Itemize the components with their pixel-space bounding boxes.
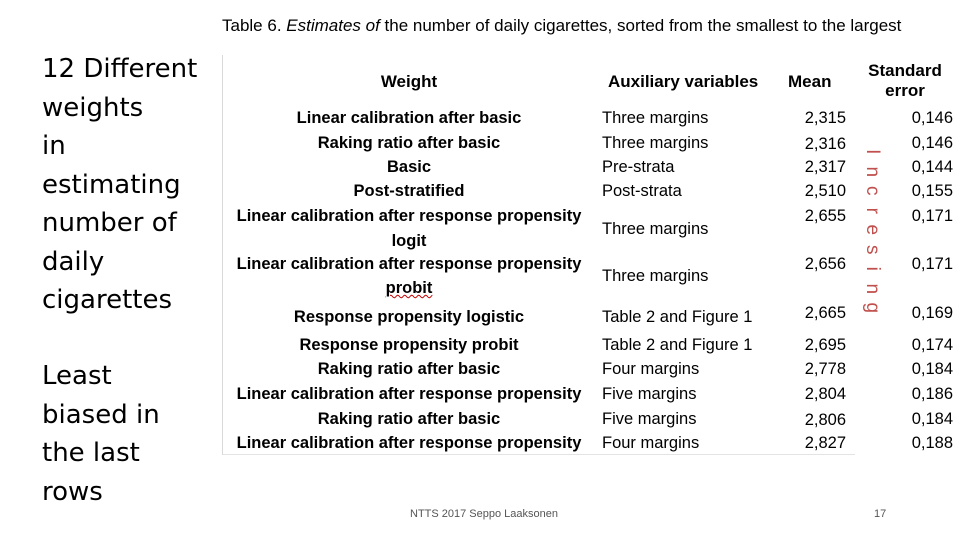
cell-auxiliary: Three margins bbox=[602, 134, 709, 152]
caption-label: Table 6. bbox=[222, 16, 287, 35]
cell-mean: 2,778 bbox=[804, 360, 846, 378]
cell-se: 0,144 bbox=[911, 158, 953, 176]
header-auxiliary: Auxiliary variables bbox=[608, 72, 759, 91]
cell-auxiliary: Five margins bbox=[602, 385, 697, 403]
cell-weight: Basic bbox=[386, 158, 432, 176]
increasing-letter: r bbox=[861, 207, 883, 214]
increasing-letter: e bbox=[861, 224, 883, 236]
header-se-line1: Standard bbox=[868, 61, 942, 80]
cell-auxiliary: Post-strata bbox=[602, 182, 682, 200]
cell-auxiliary: Four margins bbox=[602, 434, 700, 452]
cell-weight: Post-stratified bbox=[353, 182, 465, 200]
cell-mean: 2,656 bbox=[804, 255, 846, 273]
table-caption bbox=[222, 16, 901, 36]
heading-line: daily bbox=[42, 246, 105, 277]
heading-line: cigarettes bbox=[42, 285, 172, 315]
cell-mean: 2,665 bbox=[804, 304, 846, 322]
header-se-line2: error bbox=[885, 81, 925, 100]
spellcheck-word: probit bbox=[385, 279, 433, 297]
increasing-label bbox=[862, 142, 882, 318]
header-standard-error bbox=[860, 61, 950, 101]
cell-weight: Response propensity probit bbox=[299, 336, 519, 354]
cell-weight: Raking ratio after basic bbox=[317, 360, 501, 378]
cell-se: 0,146 bbox=[911, 134, 953, 152]
cell-mean: 2,806 bbox=[804, 411, 846, 429]
cell-mean: 2,315 bbox=[804, 109, 846, 127]
cell-auxiliary: Five margins bbox=[602, 410, 697, 428]
cell-weight: Linear calibration after response propensity bbox=[236, 385, 582, 403]
note-line: Least bbox=[42, 361, 112, 391]
cell-se: 0,146 bbox=[911, 109, 953, 127]
increasing-letter: s bbox=[861, 244, 883, 254]
cell-weight: Raking ratio after basic bbox=[317, 410, 501, 428]
cell-mean: 2,316 bbox=[804, 135, 846, 153]
cell-weight: Linear calibration after response propensity bbox=[236, 255, 582, 273]
cell-auxiliary: Four margins bbox=[602, 360, 700, 378]
footer-author: NTTS 2017 Seppo Laaksonen bbox=[410, 508, 558, 520]
caption-rest: the number of daily cigarettes, sorted from the smallest to the largest bbox=[379, 16, 902, 35]
heading-line: number of bbox=[42, 208, 177, 238]
cell-mean: 2,317 bbox=[804, 158, 846, 176]
cell-auxiliary: Pre-strata bbox=[602, 158, 675, 176]
cell-weight-line2: logit bbox=[391, 232, 427, 250]
cell-auxiliary: Three margins bbox=[602, 267, 709, 285]
cell-auxiliary: Table 2 and Figure 1 bbox=[602, 336, 753, 354]
header-mean: Mean bbox=[788, 72, 832, 91]
cell-weight: Response propensity logistic bbox=[293, 308, 525, 326]
cell-se: 0,171 bbox=[911, 207, 953, 225]
cell-se: 0,188 bbox=[911, 434, 953, 452]
cell-se: 0,184 bbox=[911, 360, 953, 378]
cell-weight: Linear calibration after response propensity bbox=[236, 434, 582, 452]
cell-weight: Raking ratio after basic bbox=[317, 134, 501, 152]
cell-mean: 2,695 bbox=[804, 336, 846, 354]
cell-mean: 2,827 bbox=[804, 434, 846, 452]
increasing-letter: n bbox=[861, 165, 883, 177]
increasing-letter: I bbox=[861, 149, 883, 155]
heading-line: weights bbox=[42, 92, 144, 123]
increasing-letter: c bbox=[861, 186, 883, 196]
cell-se: 0,184 bbox=[911, 410, 953, 428]
cell-se: 0,155 bbox=[911, 182, 953, 200]
header-weight: Weight bbox=[380, 72, 438, 91]
note-line: biased in bbox=[42, 399, 160, 430]
increasing-letter: i bbox=[861, 266, 883, 271]
cell-weight-line2 bbox=[228, 279, 590, 298]
cell-mean: 2,510 bbox=[804, 182, 846, 200]
cell-se: 0,169 bbox=[911, 304, 953, 322]
cell-se: 0,171 bbox=[911, 255, 953, 273]
cell-se: 0,186 bbox=[911, 385, 953, 403]
cell-weight: Linear calibration after basic bbox=[296, 109, 522, 127]
increasing-letter: g bbox=[861, 302, 883, 314]
slide-note-least-biased bbox=[42, 357, 160, 511]
cell-mean: 2,655 bbox=[804, 207, 846, 225]
increasing-letter: n bbox=[861, 282, 883, 294]
heading-line: estimating bbox=[42, 169, 181, 200]
heading-line: in bbox=[42, 131, 66, 161]
cell-auxiliary: Table 2 and Figure 1 bbox=[602, 308, 753, 326]
cell-mean: 2,804 bbox=[804, 385, 846, 403]
slide-heading-weights bbox=[42, 50, 197, 320]
page-number: 17 bbox=[874, 508, 887, 520]
caption-italic: Estimates of bbox=[286, 16, 380, 35]
note-line: rows bbox=[42, 476, 103, 507]
note-line: the last bbox=[42, 438, 140, 468]
cell-se: 0,174 bbox=[911, 336, 953, 354]
heading-line: 12 Different bbox=[42, 54, 198, 84]
cell-auxiliary: Three margins bbox=[602, 220, 709, 238]
cell-auxiliary: Three margins bbox=[602, 109, 709, 127]
cell-weight: Linear calibration after response propensity bbox=[236, 207, 582, 225]
